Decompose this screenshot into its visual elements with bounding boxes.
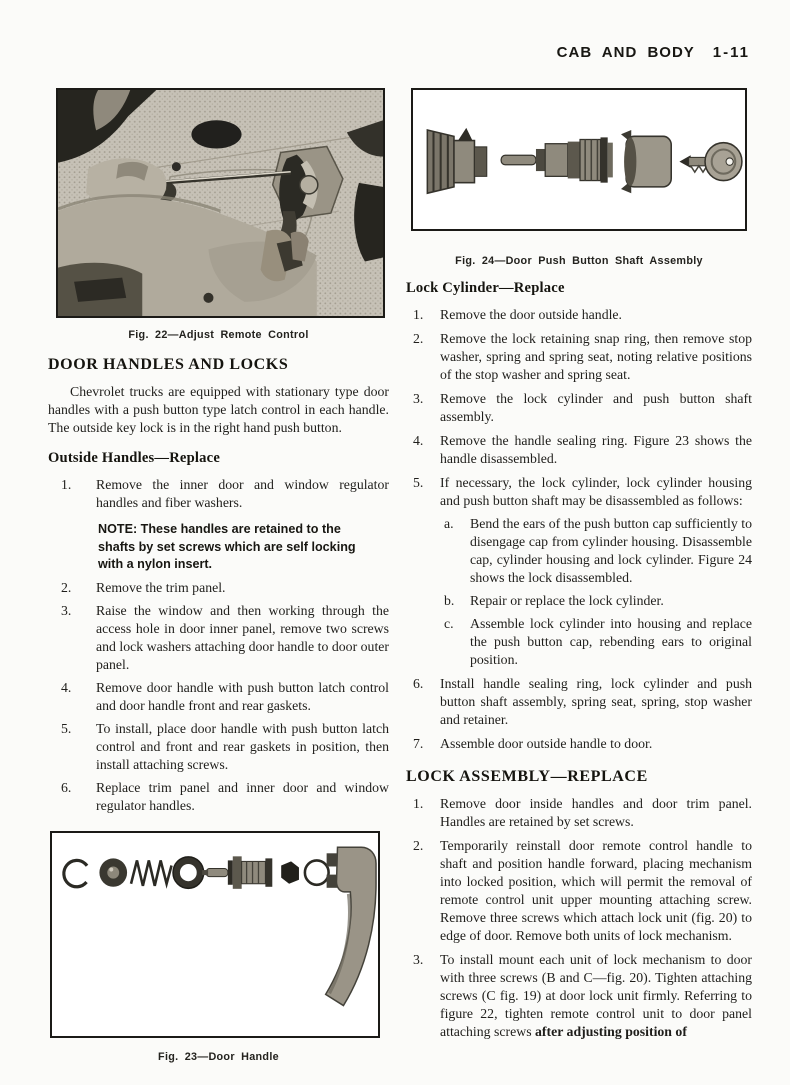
lock-cylinder-steps — [406, 306, 752, 753]
lock-cylinder-housing — [621, 130, 671, 193]
step-item: Remove door inside handles and door trim panel. Handles are retained by set screws. — [440, 796, 752, 829]
step-text-bold: after adjusting position of — [535, 1024, 687, 1039]
header-page-number: 1-11 — [712, 44, 750, 61]
header-section-title: CAB AND BODY — [556, 44, 695, 61]
figure-22-caption: Fig. 22—Adjust Remote Control — [128, 329, 309, 341]
panel-oval-hole — [191, 120, 241, 148]
substep-item: Bend the ears of the push button cap sufficiently to disengage cap from cylinder housing. Disassemble cap, cylinder housing and lock cylinder. Figure 24 shows the lock disassembled. — [470, 516, 752, 585]
substep-item: Assemble lock cylinder into housing and replace the push button cap, rebending ears to original position. — [470, 616, 752, 667]
step-item — [48, 476, 389, 574]
step-item: Install handle sealing ring, lock cylinder and push button shaft assembly, spring seat, spring, stop washer and retainer. — [440, 676, 752, 727]
left-column — [48, 88, 389, 1063]
step-item: Remove the lock retaining snap ring, then remove stop washer, spring and spring seat, noting relative positions of the stop washer and spring seat. — [440, 331, 752, 382]
step-item: Remove the lock cylinder and push button shaft assembly. — [440, 391, 752, 424]
step-item: Remove the trim panel. — [96, 579, 226, 595]
right-column — [406, 88, 752, 1047]
figure-23-illustration — [50, 831, 380, 1038]
lock-assembly-steps — [406, 795, 752, 1041]
adjust-remote-control-photo — [58, 90, 383, 316]
figure-24-illustration — [411, 88, 747, 231]
step-item — [406, 474, 752, 669]
step-item: Temporarily reinstall door remote control handle to shaft and position handle forward, placing mechanism into locked position, which will permit the removal of remote control unit upper mounting attaching screw. Remove three screws which attach lock unit (fig. 20) to edge of door. Remove both units of lock mechanism. — [440, 838, 752, 943]
lock-cylinder-substeps — [440, 515, 752, 669]
lock-assembly-heading: LOCK ASSEMBLY—REPLACE — [406, 768, 648, 785]
step-item — [406, 951, 752, 1041]
step-item: Assemble door outside handle to door. — [440, 736, 653, 751]
page-header — [557, 44, 750, 61]
figure-22-photo — [56, 88, 385, 318]
outside-handles-steps — [48, 476, 389, 815]
step-item: Raise the window and then working through the access hole in door inner panel, remove two screws and lock washers attaching door handle to door outer panel. — [96, 602, 389, 672]
outside-handles-heading: Outside Handles—Replace — [48, 450, 221, 466]
door-handles-intro: Chevrolet trucks are equipped with stationary type door handles with a push button type latch control in each handle. The outside key lock is in the right hand push button. — [48, 384, 389, 435]
stop-washer — [99, 858, 127, 886]
step-item: Remove the door outside handle. — [440, 307, 623, 322]
figure-23-caption: Fig. 23—Door Handle — [158, 1050, 279, 1063]
step-item: Replace trim panel and inner door and window regulator handles. — [96, 779, 389, 813]
push-button-shaft-exploded-view — [413, 90, 745, 229]
step-item: Remove door handle with push button latch control and door handle front and rear gaskets. — [96, 679, 389, 713]
door-handles-heading: DOOR HANDLES AND LOCKS — [48, 356, 289, 373]
figure-24-caption: Fig. 24—Door Push Button Shaft Assembly — [455, 255, 703, 267]
step-item: To install, place door handle with push button latch control and front and rear gaskets in position, then install attaching screws. — [96, 720, 389, 772]
step-text: If necessary, the lock cylinder, lock cylinder housing and push button shaft may be disassembled as follows: — [440, 475, 752, 508]
step-text: To install mount each unit of lock mechanism to door with three screws (B and C—fig. 20). Tighten attaching screws (C fig. 19) at door lock unit firmly. Referring to figure 22, tighten remote control unit to door panel attaching screws — [440, 952, 752, 1039]
note-block: NOTE: These handles are retained to the shafts by set screws which are self locking with a nylon insert. — [98, 522, 356, 571]
substep-item: Repair or replace the lock cylinder. — [470, 593, 664, 608]
step-item: Remove the handle sealing ring. Figure 23 shows the handle disassembled. — [440, 433, 752, 466]
step-text: Remove the inner door and window regulator handles and fiber washers. — [96, 477, 389, 510]
lock-cylinder-heading: Lock Cylinder—Replace — [406, 280, 565, 296]
door-handle-exploded-view — [52, 833, 378, 1036]
